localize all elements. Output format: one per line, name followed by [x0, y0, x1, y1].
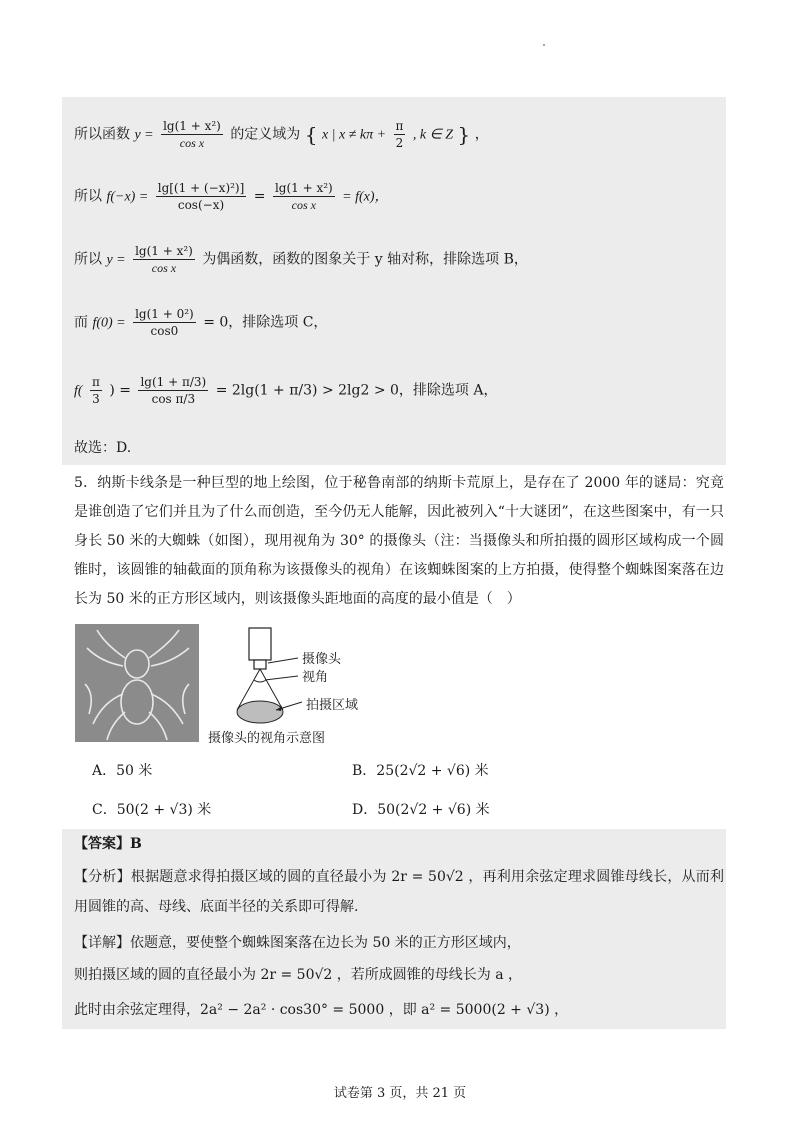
stray-dot	[543, 44, 545, 46]
question-5-text: 5．纳斯卡线条是一种巨型的地上绘图，位于秘鲁南部的纳斯卡荒原上，是存在了 2000 年的谜局：究竟是谁创造了它们并且为了什么而创造，至今仍无人能解，因此被列入“十大谜团”，在这些图案中，有一只身长 50 米的大蜘蛛（如图），现用视角为 30° 的摄像头（注：当摄像头和所拍摄的圆形区域构成一个圆锥时，该圆锥的轴截面的顶角称为该摄像头的视角）在该蜘蛛图案的上方拍摄，使得整个蜘蛛图案落在边长为 50 米的正方形区域内，则该摄像头距地面的高度的最小值是（ ）	[74, 475, 724, 607]
solution-line-3	[74, 243, 528, 276]
figure-caption: 摄像头的视角示意图	[208, 731, 326, 746]
fraction-2	[273, 180, 335, 213]
text-exclude-a: = 2lg(1 + π/3) > 2lg2 > 0，排除选项 A，	[215, 382, 498, 399]
denominator: cos x	[291, 198, 316, 212]
two-denominator: 2	[395, 136, 404, 150]
nazca-spider-image	[75, 624, 199, 742]
text-even-function: 为偶函数，函数的图象关于 y 轴对称，排除选项 B，	[202, 251, 528, 268]
solution-line-1	[74, 118, 489, 151]
fraction-1	[156, 180, 247, 213]
solution-line-5	[74, 374, 498, 407]
camera-body	[249, 628, 271, 660]
numerator: lg(1 + π/3)	[140, 375, 207, 389]
pi-numerator: π	[395, 119, 404, 133]
pi-numerator: π	[92, 375, 100, 389]
numerator: lg(1 + x²)	[274, 181, 333, 195]
option-c[interactable]: C．50(2 + √3) 米	[92, 802, 212, 818]
numerator: lg(1 + 0²)	[135, 307, 194, 321]
f-zero: f(0) =	[92, 315, 126, 331]
answer-line: 【答案】B	[74, 836, 142, 852]
shooting-area-ellipse	[237, 701, 283, 723]
text-so: 所以	[74, 251, 102, 268]
answer-block	[62, 829, 726, 1029]
numerator: lg(1 + x²)	[135, 244, 193, 258]
numerator: lg(1 + x²)	[163, 119, 221, 133]
denominator: cos x	[179, 136, 205, 150]
f-close: ) =	[109, 382, 132, 399]
solution-line-2	[74, 180, 389, 213]
y-equals: y =	[134, 127, 154, 143]
brace-close: }	[457, 122, 471, 147]
fraction-pi-over-3	[90, 374, 102, 407]
fraction-pi-over-2	[394, 118, 406, 151]
camera-diagram	[208, 624, 412, 748]
leader-camera	[268, 658, 298, 663]
label-view-angle: 视角	[302, 670, 329, 685]
fraction	[133, 243, 195, 276]
fraction	[133, 306, 196, 339]
equals-f-x: = f(x)，	[342, 189, 389, 205]
detail-line-3: 此时由余弦定理得，2a² − 2a² · cos30° = 5000 ，即 a² = 5000(2 + √3) ，	[74, 1002, 569, 1018]
denominator: cos(−x)	[177, 198, 225, 212]
text-and: 而	[74, 314, 88, 331]
analysis-text: 【分析】根据题意求得拍摄区域的圆的直径最小为 2r = 50√2 ，再利用余弦定理求圆锥母线长，从而利用圆锥的高、母线、底面半径的关系即可得解.	[74, 869, 724, 915]
set-body: x | x ≠ kπ +	[321, 127, 387, 143]
page-footer: 试卷第 3 页，共 21 页	[333, 1086, 467, 1101]
equals: =	[253, 188, 266, 205]
detail-line-2: 则拍摄区域的圆的直径最小为 2r = 50√2 ，若所成圆锥的母线长为 a ，	[74, 967, 523, 983]
text-so-function: 所以函数	[74, 126, 130, 143]
option-b[interactable]: B．25(2√2 + √6) 米	[352, 763, 489, 779]
comma: ，	[474, 126, 489, 143]
solution-line-6: 故选：D.	[74, 440, 132, 456]
f-neg-x: f(−x) =	[106, 189, 149, 205]
three-denominator: 3	[92, 392, 100, 406]
solution-line-4	[74, 306, 327, 339]
text-domain-is: 的定义域为	[230, 126, 301, 143]
view-angle-arc	[254, 680, 266, 682]
label-camera: 摄像头	[302, 652, 342, 667]
option-d[interactable]: D．50(2√2 + √6) 米	[352, 802, 490, 818]
set-tail: , k ∈ Z	[412, 127, 454, 143]
brace-open: {	[304, 122, 318, 147]
spider-drawing	[75, 624, 199, 742]
camera-lens	[254, 660, 266, 669]
text-exclude-c: = 0，排除选项 C，	[203, 314, 328, 331]
fraction-main	[138, 374, 208, 407]
option-a[interactable]: A．50 米	[92, 763, 153, 779]
label-shooting-area: 拍摄区域	[306, 698, 359, 713]
text-so: 所以	[74, 188, 102, 205]
y-equals: y =	[106, 252, 126, 268]
solution-block-top	[62, 97, 726, 465]
denominator: cos π/3	[151, 392, 196, 406]
detail-line-1: 【详解】依题意，要使整个蜘蛛图案落在边长为 50 米的正方形区域内，	[74, 935, 521, 951]
fraction-lg-over-cos	[161, 118, 223, 151]
denominator: cos x	[151, 261, 177, 275]
leader-angle	[265, 676, 298, 680]
f-open: f(	[74, 383, 83, 399]
numerator: lg[(1 + (−x)²)]	[157, 181, 245, 195]
denominator: cos0	[150, 324, 179, 338]
